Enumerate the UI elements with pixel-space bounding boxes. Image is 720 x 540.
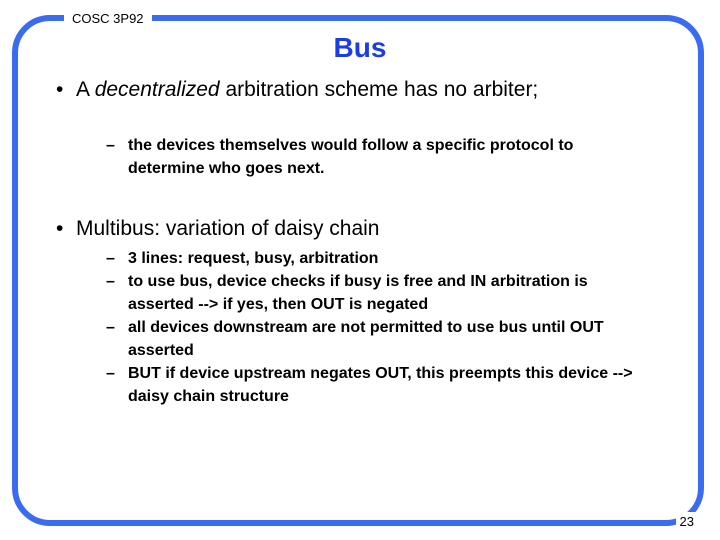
sub-bullet-preempt [106,362,648,408]
sub-bullet-protocol [106,134,648,180]
bullet-text: arbitration scheme has no arbiter; [219,78,539,101]
dash-icon: – [106,273,115,290]
bullet-prefix: A [76,78,95,101]
sub-bullet-text: 3 lines: request, busy, arbitration [128,250,379,267]
sub-bullet-text: all devices downstream are not permitted to use bus until OUT asserted [128,319,604,359]
page-number: 23 [676,512,698,531]
sub-bullet-use-bus [106,270,648,316]
sub-bullet-text: BUT if device upstream negates OUT, this preempts this device --> daisy chain structure [128,365,633,405]
dash-icon: – [106,250,115,267]
dash-icon: – [106,319,115,336]
dash-icon: – [106,365,115,382]
course-label: COSC 3P92 [64,5,152,28]
slide-title: Bus [333,32,387,63]
sub-bullet-lines [106,247,648,270]
dash-icon: – [106,137,115,154]
bullet-multibus [56,217,636,241]
sub-bullet-text: to use bus, device checks if busy is free and IN arbitration is asserted --> if yes, then OUT is negated [128,273,588,313]
bullet-text: Multibus: variation of daisy chain [76,217,380,240]
bullet-dot-icon: • [56,78,64,101]
bullet-emphasis: decentralized [94,78,220,101]
bullet-dot-icon: • [56,217,64,240]
bullet-decentralized [56,78,636,102]
sub-bullet-downstream [106,316,648,362]
sub-bullet-text: the devices themselves would follow a specific protocol to determine who goes next. [128,137,574,177]
